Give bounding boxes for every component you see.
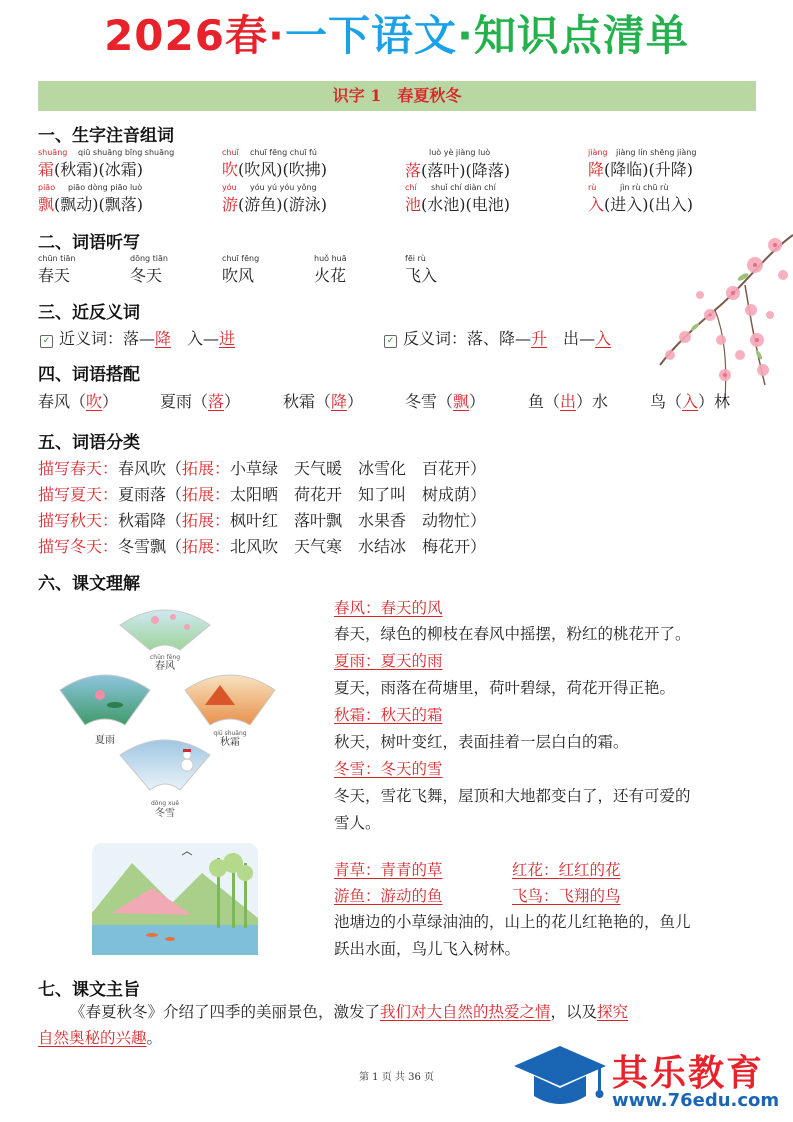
landscape-illustration — [92, 843, 258, 955]
category-row — [38, 508, 486, 531]
scene-line-2: 跃出水面，鸟儿飞入树林。 — [334, 940, 521, 958]
words-pinyin: chuī fēng chuī fú — [250, 148, 317, 157]
logo-name: 其乐教育 — [612, 1053, 765, 1094]
words-pinyin: yóu yú yóu yǒng — [250, 183, 317, 192]
word-text: 冬天 — [130, 266, 163, 285]
fan-pinyin: chūn fēng — [149, 654, 181, 661]
category-word: 秋霜降（ — [118, 511, 183, 530]
words: (吹风)(吹拂) — [238, 160, 327, 179]
category-row — [38, 482, 486, 505]
collocation-pre: 鱼（ — [528, 392, 561, 411]
char-pinyin: rù — [588, 183, 597, 192]
desc-winter: 冬天，雪花飞舞，屋顶和大地都变白了，还有可爱的 — [334, 787, 691, 805]
extension-label: 拓展： — [182, 537, 231, 556]
category-row — [38, 534, 486, 557]
theme-text: 。 — [146, 1029, 163, 1047]
words-pinyin: qiū shuāng bīng shuāng — [78, 148, 175, 157]
words-pinyin: jiàng lín shēng jiàng — [616, 148, 697, 157]
char-entry-ru — [588, 183, 693, 215]
collocation-pre: 夏雨（ — [160, 392, 209, 411]
blossom-decoration — [655, 215, 793, 405]
collocation-answer: 入 — [682, 392, 699, 411]
char: 降 — [588, 160, 605, 179]
extension-words: 小草绿 天气暖 冰雪化 百花开） — [230, 459, 487, 478]
theme-highlight: 我们对大自然的热爱之情 — [380, 1003, 551, 1021]
theme-text: 《春夏秋冬》介绍了四季的美丽景色，激发了 — [70, 1003, 381, 1021]
char-entry-shuang — [38, 148, 175, 180]
dictation-word — [38, 254, 75, 286]
char: 入 — [588, 195, 605, 214]
fan-label: 秋霜 — [220, 737, 240, 748]
section6-heading: 六、课文理解 — [38, 574, 140, 594]
season-fans-illustration — [55, 595, 305, 830]
collocation-post: ）水 — [576, 392, 609, 411]
char: 飘 — [38, 195, 55, 214]
section2-heading: 二、词语听写 — [38, 233, 140, 253]
char-pinyin: chuī — [222, 148, 239, 157]
category-word: 冬雪飘（ — [118, 537, 183, 556]
words: (游鱼)(游泳) — [238, 195, 327, 214]
char: 吹 — [222, 160, 239, 179]
fan-pinyin: qiū shuāng — [213, 730, 247, 737]
char-entry-chui — [222, 148, 327, 180]
title-part-list: ·知识点清单 — [456, 11, 689, 60]
word-pinyin: chūn tiān — [38, 254, 76, 263]
extension-words: 枫叶红 落叶飘 水果香 动物忙） — [230, 511, 487, 530]
title-part-year: 2026春· — [104, 11, 285, 60]
section5-heading: 五、词语分类 — [38, 433, 140, 453]
extension-words: 太阳晒 荷花开 知了叫 树成荫） — [230, 485, 487, 504]
collocation-answer: 吹 — [86, 392, 103, 411]
theme-highlight: 探究 — [597, 1003, 629, 1021]
antonyms-line — [384, 326, 611, 349]
collocation-post: ） — [469, 392, 486, 411]
word-pinyin: huǒ huā — [314, 254, 347, 263]
pair-bird: 飞鸟：飞翔的鸟 — [512, 887, 621, 905]
section7-heading: 七、课文主旨 — [38, 980, 140, 1000]
collocation-pre: 春风（ — [38, 392, 87, 411]
words-pinyin: jìn rù chū rù — [620, 183, 669, 192]
category-label: 描写春天： — [38, 459, 119, 478]
words: (降临)(升降) — [604, 160, 693, 179]
char-entry-luo — [405, 148, 510, 181]
char-entry-you — [222, 183, 327, 215]
theme-line-1 — [70, 1002, 628, 1022]
section4-heading: 四、词语搭配 — [38, 365, 140, 385]
section3-heading: 三、近反义词 — [38, 303, 140, 323]
collocation-post: ） — [102, 392, 119, 411]
collocation-item — [160, 389, 240, 412]
collocation-post: ）林 — [698, 392, 731, 411]
desc-spring: 春天，绿色的柳枝在春风中摇摆，粉红的桃花开了。 — [334, 625, 691, 643]
category-label: 描写秋天： — [38, 511, 119, 530]
dictation-word — [130, 254, 168, 286]
pair-grass: 青草：青青的草 — [334, 861, 443, 879]
checkbox-icon: ✓ — [40, 335, 53, 348]
collocation-answer: 落 — [208, 392, 225, 411]
collocation-answer: 降 — [331, 392, 348, 411]
fan-pinyin: dōng xuě — [150, 800, 180, 807]
term-winter-snow: 冬雪：冬天的雪 — [334, 760, 443, 778]
term-spring-wind: 春风：春天的风 — [334, 599, 443, 617]
scene-line-1: 池塘边的小草绿油油的，山上的花儿红艳艳的，鱼儿 — [334, 913, 691, 931]
collocation-item — [38, 389, 118, 412]
word-text: 火花 — [314, 266, 347, 285]
fan-label: 冬雪 — [155, 808, 175, 819]
category-word: 夏雨落（ — [118, 485, 183, 504]
words-pinyin: piāo dòng piāo luò — [68, 183, 143, 192]
theme-line-2 — [38, 1028, 162, 1048]
word-pinyin: fēi rù — [405, 254, 426, 263]
words: (水池)(电池) — [421, 195, 510, 214]
words: (飘动)(飘落) — [54, 195, 143, 214]
synonym-answer: 进 — [219, 329, 236, 348]
fan-label: 夏雨 — [95, 735, 115, 746]
category-word: 春风吹（ — [118, 459, 183, 478]
desc-winter-2: 雪人。 — [334, 814, 381, 832]
collocation-post: ） — [224, 392, 241, 411]
category-label: 描写冬天： — [38, 537, 119, 556]
words: (进入)(出入) — [604, 195, 693, 214]
synonyms-label: 近义词：落— — [59, 329, 156, 348]
words-pinyin: luò yè jiàng luò — [429, 148, 491, 157]
char: 霜 — [38, 160, 55, 179]
desc-summer: 夏天，雨落在荷塘里，荷叶碧绿，荷花开得正艳。 — [334, 679, 676, 697]
char-pinyin: jiàng — [588, 148, 608, 157]
collocation-item — [405, 389, 485, 412]
collocation-pre: 鸟（ — [650, 392, 683, 411]
words: (秋霜)(冰霜) — [54, 160, 143, 179]
desc-autumn: 秋天，树叶变红，表面挂着一层白白的霜。 — [334, 733, 629, 751]
char-pinyin: shuāng — [38, 148, 68, 157]
term-autumn-frost: 秋霜：秋天的霜 — [334, 706, 443, 724]
word-text: 春天 — [38, 266, 71, 285]
antonym-answer: 升 — [531, 329, 548, 348]
char-pinyin: yóu — [222, 183, 237, 192]
char: 池 — [405, 195, 422, 214]
theme-highlight: 自然奥秘的兴趣 — [38, 1029, 147, 1047]
dictation-word — [222, 254, 259, 286]
collocation-answer: 飘 — [453, 392, 470, 411]
section1-heading: 一、生字注音组词 — [38, 126, 174, 146]
collocation-item — [650, 389, 730, 412]
logo-url: www.76edu.com — [612, 1090, 780, 1111]
extension-label: 拓展： — [182, 485, 231, 504]
pair-fish: 游鱼：游动的鱼 — [334, 887, 443, 905]
theme-text: ，以及 — [550, 1003, 598, 1021]
char-entry-chi — [405, 183, 510, 215]
synonyms-mid: 入— — [171, 329, 220, 348]
collocation-answer: 出 — [560, 392, 577, 411]
category-row — [38, 456, 486, 479]
antonyms-mid: 出— — [547, 329, 596, 348]
char-pinyin: piāo — [38, 183, 56, 192]
collocation-post: ） — [347, 392, 364, 411]
collocation-item — [283, 389, 363, 412]
char: 落 — [405, 161, 422, 180]
words: (落叶)(降落) — [421, 161, 510, 180]
collocation-pre: 秋霜（ — [283, 392, 332, 411]
graduation-cap-icon — [512, 1042, 608, 1112]
dictation-word — [405, 254, 437, 286]
antonyms-label: 反义词：落、降— — [403, 329, 532, 348]
words-pinyin: shuǐ chí diàn chí — [431, 183, 496, 192]
collocation-item — [528, 389, 608, 412]
fan-label: 春风 — [155, 661, 175, 672]
word-text: 吹风 — [222, 266, 255, 285]
checkbox-icon: ✓ — [384, 335, 397, 348]
synonym-answer: 降 — [155, 329, 172, 348]
category-label: 描写夏天： — [38, 485, 119, 504]
extension-words: 北风吹 天气寒 水结冰 梅花开） — [230, 537, 487, 556]
word-text: 飞入 — [405, 266, 438, 285]
synonyms-line — [40, 326, 235, 349]
dictation-word — [314, 254, 347, 286]
word-pinyin: chuī fēng — [222, 254, 260, 263]
collocation-pre: 冬雪（ — [405, 392, 454, 411]
term-summer-rain: 夏雨：夏天的雨 — [334, 652, 443, 670]
char-entry-jiang — [588, 148, 697, 180]
lesson-title-bar: 识字 1 春夏秋冬 — [38, 81, 756, 111]
page-number: 第 1 页 共 36 页 — [359, 1072, 434, 1083]
antonym-answer: 入 — [595, 329, 612, 348]
page-title — [0, 8, 793, 64]
char-entry-piao — [38, 183, 143, 215]
extension-label: 拓展： — [182, 459, 231, 478]
word-pinyin: dōng tiān — [130, 254, 168, 263]
char-pinyin: chí — [405, 183, 417, 192]
extension-label: 拓展： — [182, 511, 231, 530]
pair-flower: 红花：红红的花 — [512, 861, 621, 879]
title-part-subject: 一下语文 — [284, 11, 457, 60]
char: 游 — [222, 195, 239, 214]
